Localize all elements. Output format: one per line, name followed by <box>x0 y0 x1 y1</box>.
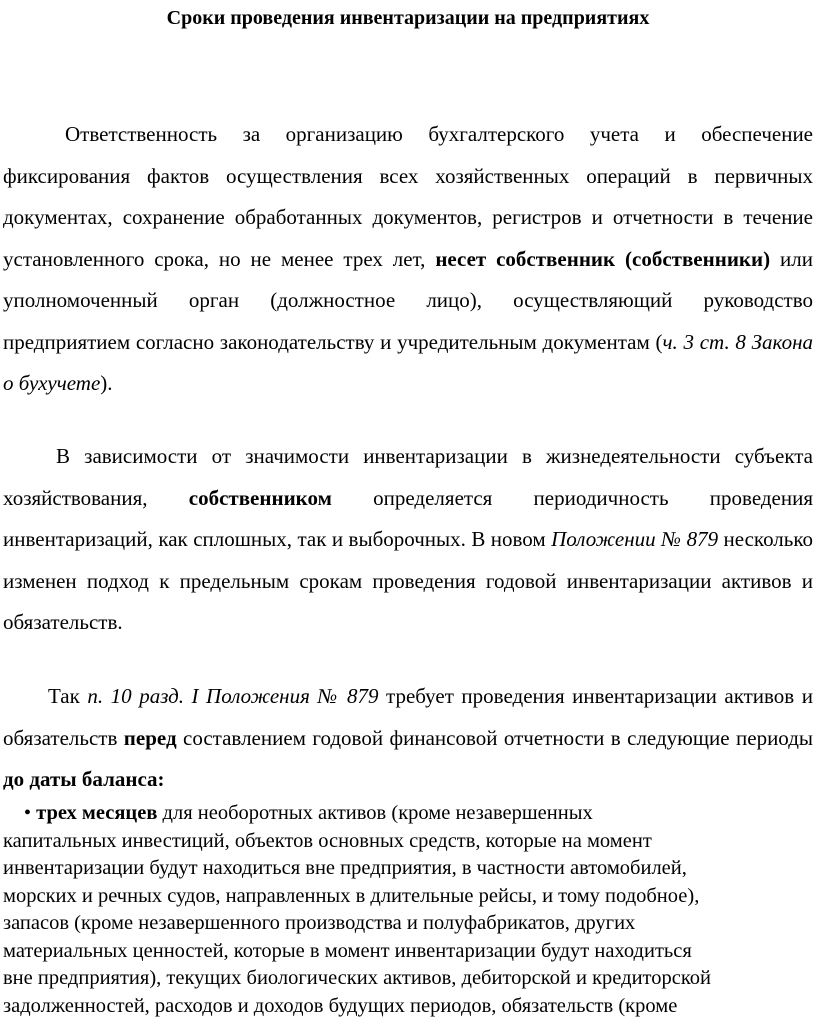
text: В зависимости от значимости инвентаризации в жизнедеятельности субъекта хозяйствования, <box>3 444 813 510</box>
text: ). <box>100 371 112 395</box>
bold-text: собственником <box>189 486 332 510</box>
bullet-line: материальных ценностей, которые в момент инвентаризации будут находиться <box>3 938 813 966</box>
text: требует проведения инвентаризации активов и обязательств <box>3 684 813 750</box>
law-reference: ч. 3 ст. 8 Закона о бухучете <box>3 330 813 396</box>
text: для необоротных активов (кроме незавершенных <box>157 802 592 824</box>
paragraph-responsibility <box>3 114 813 405</box>
text: составлением годовой финансовой отчетности в следующие периоды <box>177 726 813 750</box>
bullet-line: инвентаризации будут находиться вне предприятия, в частности автомобилей, <box>3 855 813 883</box>
bold-text: перед <box>124 726 177 750</box>
paragraph-periodicity <box>3 436 813 644</box>
bullet-line: запасов (кроме незавершенного производства и полуфабрикатов, других <box>3 910 813 938</box>
bullet-line <box>3 800 813 828</box>
bold-text: до даты баланса: <box>3 767 165 791</box>
bold-text: трех месяцев <box>36 802 157 824</box>
document-title: Сроки проведения инвентаризации на предприятиях <box>0 6 816 30</box>
text: определяется периодичность проведения инвентаризаций, как сплошных, так и выборочных. В новом <box>3 486 813 552</box>
regulation-reference: Положении № 879 <box>551 527 718 551</box>
bullet-line: морских и речных судов, направленных в длительные рейсы, и тому подобное), <box>3 883 813 911</box>
regulation-reference: п. 10 разд. I Положения № 879 <box>87 684 378 708</box>
text: несколько изменен подход к предельным срокам проведения годовой инвентаризации активов и обязательств. <box>3 527 813 634</box>
bullet-line: задолженностей, расходов и доходов будущих периодов, обязательств (кроме <box>3 993 813 1020</box>
bullet-item-three-months <box>3 800 813 1020</box>
text: или уполномоченный орган (должностное лицо), осуществляющий руководство предприятием согласно законодательству и учредительным документам ( <box>3 247 813 354</box>
bullet-line: капитальных инвестиций, объектов основных средств, которые на момент <box>3 828 813 856</box>
bullet-marker: • <box>3 800 31 828</box>
bullet-line: вне предприятия), текущих биологических активов, дебиторской и кредиторской <box>3 965 813 993</box>
text: Ответственность за организацию бухгалтерского учета и обеспечение фиксирования фактов осуществления всех хозяйственных операций в первичных документах, сохранение обработанных документов, регистров и отчетности в течение установленного срока, но не менее трех лет, <box>3 122 813 271</box>
bold-text: несет собственник (собственники) <box>435 247 770 271</box>
paragraph-deadlines <box>3 676 813 801</box>
text: Так <box>48 684 87 708</box>
